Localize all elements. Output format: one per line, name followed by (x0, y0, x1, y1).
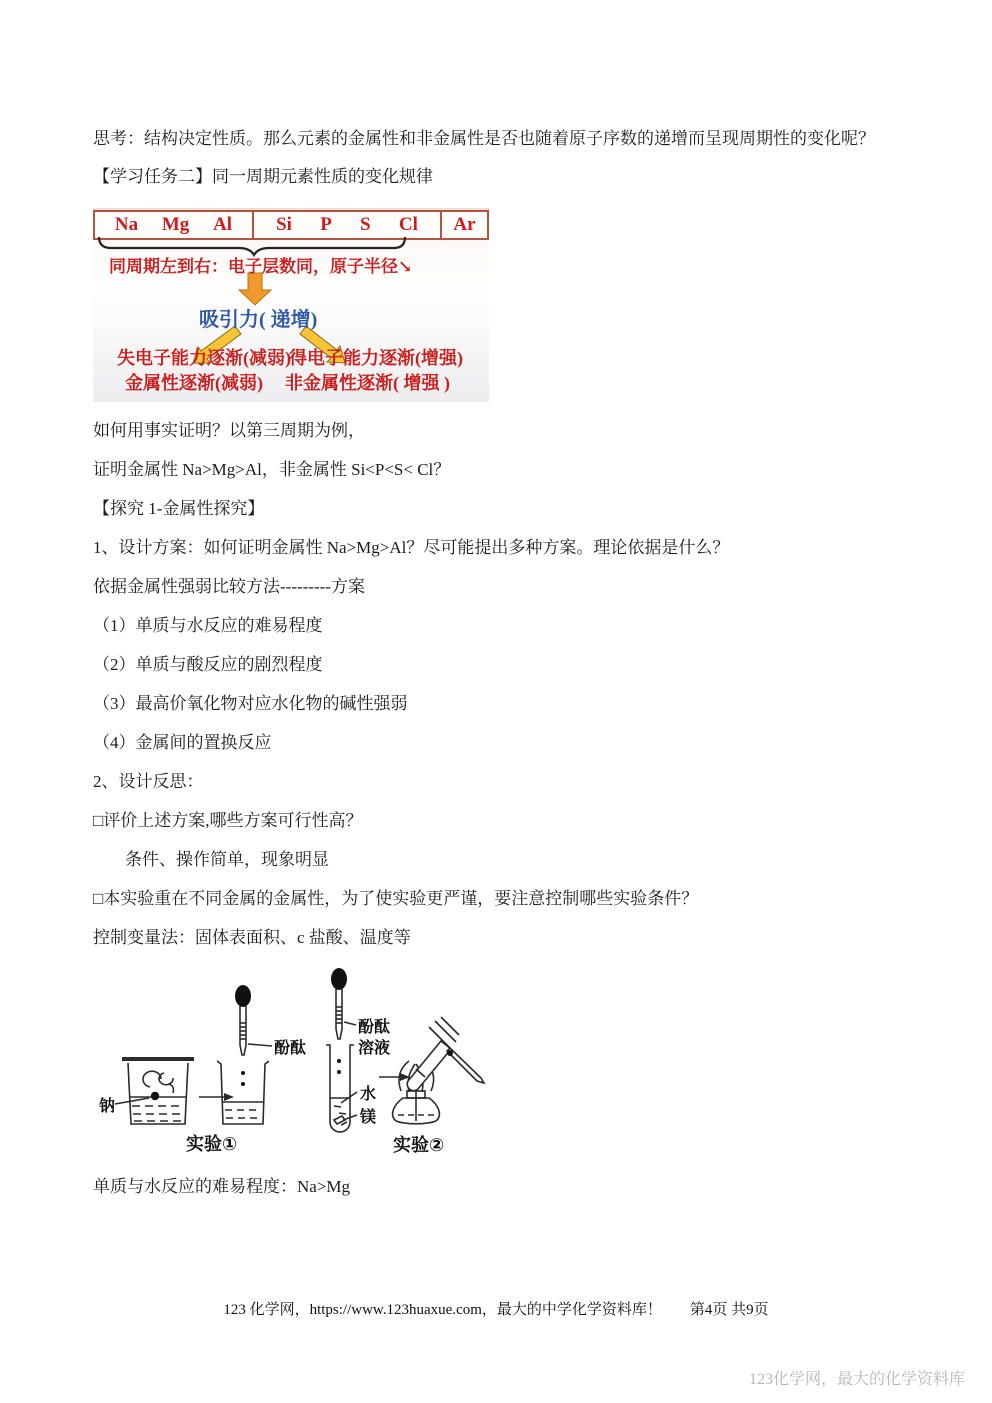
experiment1-label: 实验① (186, 1134, 238, 1154)
footer-site-line: 123 化学网，https://www.123huaxue.com，最大的中学化学资料库！ (223, 1302, 662, 1318)
test-tube-outline (326, 1045, 354, 1132)
attraction-label: 吸引力( 递增) (199, 309, 318, 331)
lose-electron-label: 失电子能力逐渐(减弱) (117, 348, 291, 368)
gain-electron-label: 得电子能力逐渐(增强) (289, 348, 463, 368)
sodium-motion-squiggle (143, 1071, 173, 1093)
element-ar: Ar (453, 214, 476, 235)
paragraph-reflect-q2: □本实验重在不同金属的金属性，为了使实验更严谨，要注意控制哪些实验条件？ (93, 889, 699, 908)
dropper2-bulb (331, 968, 347, 990)
sodium-label: 钠 (99, 1098, 116, 1115)
arrow-right-icon (224, 1093, 234, 1101)
element-p: P (320, 214, 332, 235)
paragraph-reflect-a2: 控制变量法：固体表面积、c 盐酸、温度等 (93, 928, 411, 947)
down-arrow-icon (239, 273, 271, 305)
water-label: 水 (360, 1086, 377, 1103)
experiment-diagram (98, 965, 902, 1165)
beaker2-outline (217, 1061, 269, 1124)
sodium-piece (151, 1092, 159, 1100)
element-al: Al (213, 214, 233, 235)
element-si: Si (276, 214, 292, 235)
paragraph-task-title: 【学习任务二】同一周期元素性质的变化规律 (93, 167, 433, 186)
paragraph-conclusion: 单质与水反应的难易程度：Na>Mg (93, 1177, 351, 1196)
experiment2-label: 实验② (393, 1135, 445, 1155)
magnesium-pieces (334, 1116, 347, 1125)
page-footer (0, 1298, 992, 1319)
experiment-figure (98, 965, 518, 1165)
paragraph-method-line: 依据金属性强弱比较方法---------方案 (93, 577, 365, 596)
paragraph-plan-4: （4）金属间的置换反应 (93, 733, 272, 752)
concept-diagram (93, 208, 489, 402)
phenolphthalein-label: 酚酞 (274, 1040, 307, 1057)
paragraph-reflect-a1: 条件、操作简单，现象明显 (125, 850, 329, 869)
watermark: 123化学网，最大的化学资料库 (748, 1371, 965, 1388)
dropper1-bulb (235, 985, 251, 1007)
element-s: S (360, 214, 371, 235)
phph-solution-label-1: 酚酞 (358, 1019, 391, 1036)
dropper2-tube (336, 989, 342, 1039)
paragraph-think: 思考：结构决定性质。那么元素的金属性和非金属性是否也随着原子序数的递增而呈现周期性的变化呢？ (93, 129, 875, 148)
paragraph-plan-2: （2）单质与酸反应的剧烈程度 (93, 655, 323, 674)
paragraph-how-prove: 如何用事实证明？以第三周期为例， (93, 421, 365, 440)
element-mg: Mg (161, 214, 190, 235)
paragraph-prove-line: 证明金属性 Na>Mg>Al，非金属性 Si<P<S< Cl？ (93, 460, 451, 479)
paragraph-plan-3: （3）最高价氧化物对应水化物的碱性强弱 (93, 694, 408, 713)
element-cl: Cl (398, 214, 418, 235)
nonmetallic-label: 非金属性逐渐( 增强 ) (285, 373, 450, 393)
paragraph-plan-1: （1）单质与水反应的难易程度 (93, 616, 323, 635)
holder-pivot (447, 1050, 453, 1056)
paragraph-design-plan: 1、设计方案：如何证明金属性 Na>Mg>Al？尽可能提出多种方案。理论依据是什么？ (93, 538, 730, 557)
phph-solution-label-2: 溶液 (358, 1040, 391, 1057)
paragraph-reflect-q1: □评价上述方案,哪些方案可行性高？ (93, 811, 363, 830)
paragraph-explore-title: 【探究 1-金属性探究】 (93, 499, 265, 518)
metallic-label: 金属性逐渐(减弱) (125, 373, 263, 393)
trend-note: 同周期左到右：电子层数同，原子半径↘ (109, 257, 413, 276)
paragraph-reflect-title: 2、设计反思： (93, 772, 204, 791)
magnesium-label: 镁 (360, 1109, 377, 1126)
footer-page-info: 第4页 共9页 (689, 1302, 769, 1318)
element-na: Na (114, 214, 139, 235)
